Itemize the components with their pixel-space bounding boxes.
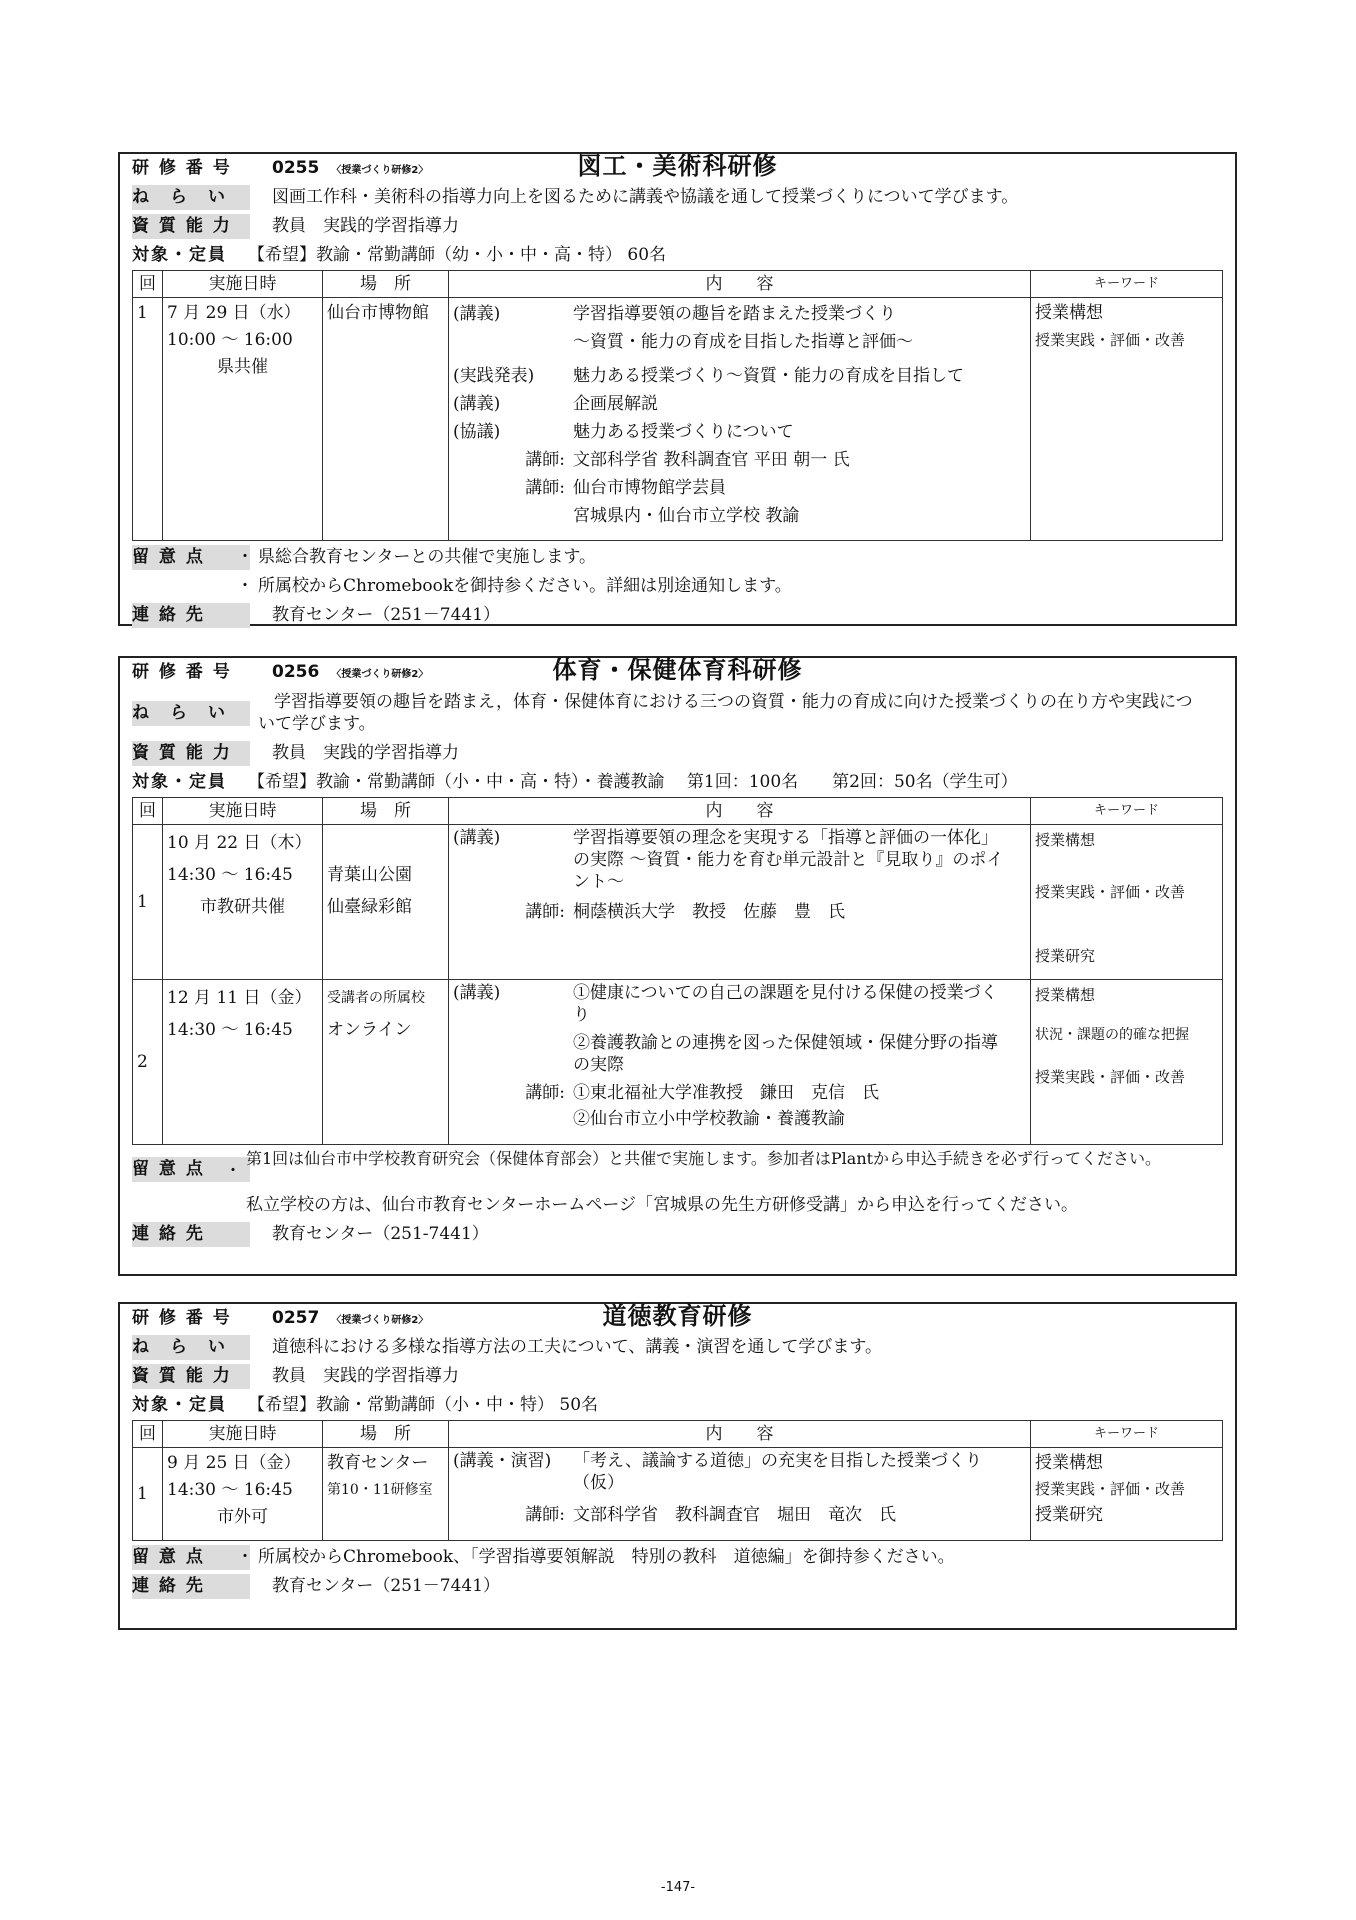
session-time: 14:30 ～ 16:45 <box>167 865 293 885</box>
course-aim: 図画工作科・美術科の指導力向上を図るために講義や協議を通して授業づくりについて学びます。 <box>272 187 1019 207</box>
session-note: 県共催 <box>217 357 268 377</box>
session-date: 10 月 22 日（木） <box>167 833 312 853</box>
keyword: 授業研究 <box>1035 947 1096 965</box>
course-aim: 学習指導要領の趣旨を踏まえ，体育・保健体育における三つの資質・能力の育成に向けた授業づくりの在り方や実践について学びます。 <box>258 692 1193 734</box>
session-place-2: 仙臺緑彩館 <box>327 897 412 917</box>
keyword: 状況・課題の的確な把握 <box>1035 1027 1189 1043</box>
schedule-table <box>132 797 1223 1145</box>
course-ability: 教員 実践的学習指導力 <box>272 216 459 236</box>
course-target: 【希望】教諭・常勤講師（小・中・高・特）・養護教諭 第1回：100名 第2回：50名（学生可） <box>248 772 1018 792</box>
label-ability: 資 質 能 力 <box>132 214 250 239</box>
note-item: 所属校からChromebook、「学習指導要領解説 特別の教科 道徳編」を御持参ください。 <box>258 1547 955 1567</box>
session-date: 12 月 11 日（金） <box>167 988 312 1008</box>
course-ability: 教員 実践的学習指導力 <box>272 1366 459 1386</box>
schedule-header: 回 実施日時 場 所 内 容 キーワード <box>133 1421 1223 1448</box>
keyword: 授業実践・評価・改善 <box>1035 331 1186 349</box>
keyword: 授業実践・評価・改善 <box>1035 1068 1186 1086</box>
session-place: 青葉山公園 <box>327 865 412 885</box>
label-aim: ね ら い <box>132 701 250 726</box>
label-notes: 留 意 点 <box>132 545 250 570</box>
label-aim: ね ら い <box>132 1335 250 1360</box>
session-date: 9 月 25 日（金） <box>167 1453 301 1473</box>
session-time: 14:30 ～ 16:45 <box>167 1480 293 1500</box>
note-item: 私立学校の方は、仙台市教育センターホームページ「宮城県の先生方研修受講」から申込を行ってください。 <box>246 1195 1078 1215</box>
keyword: 授業構想 <box>1035 1453 1103 1473</box>
session-place-2: 第10・11研修室 <box>327 1482 433 1498</box>
note-item: 第1回は仙台市中学校教育研究会（保健体育部会）と共催で実施します。参加者はPlantから申込手続きを必ず行ってください。 <box>246 1149 1162 1168</box>
label-ability: 資 質 能 力 <box>132 1364 250 1389</box>
course-title: 道徳教育研修 <box>602 1302 753 1330</box>
session-date: 7 月 29 日（水） <box>167 303 301 323</box>
label-notes: 留 意 点 <box>132 1545 250 1570</box>
keyword: 授業構想 <box>1035 986 1096 1004</box>
label-contact: 連 絡 先 <box>132 1222 250 1247</box>
course-0255: 研 修 番 号 0255 〈授業づくり研修2〉 図工・美術科研修 ね ら い 図画工作科・美術科の指導力向上を図るために講義や協議を通して授業づくりについて学びます。 資 質 能 力 教員 実践的学習指導力 対象・定員 【希望】教諭・常勤講師（幼・小・中・高・特） 60名 回 実施日時 場 所 内 容 キーワード 1 7 月 29 日（水） 10:00 ～ 16:00 県共催 仙台市博物館 (講義) 学習指導要領の趣旨を踏まえた授業づくり ～資質・能力の育成を目指した指導と評価～ (実践発表) 魅力ある授業づくり～資質・能力の育成を目指して (講義) 企画展解説 (協議) 魅力ある授業づくりについて 講師: 文部科学省 教科調査官 平田 朝一 氏 講師: 仙台市博物館学芸員 宮城県内・仙台市立学校 教諭 授業構想 授業実践・評価・改善 留 意 点 ・ 県総合教育センターとの共催で実施します。 ・ 所属校からChromebookを御持参ください。詳細は別途通知します。 連 絡 先 教育センター（251－7441） <box>118 152 1237 626</box>
label-contact: 連 絡 先 <box>132 603 250 628</box>
contact-value: 教育センター（251-7441） <box>272 1224 489 1244</box>
session-place-2: オンライン <box>327 1020 412 1040</box>
course-number: 0256 <box>272 662 320 682</box>
label-aim: ね ら い <box>132 185 250 210</box>
keyword: 授業実践・評価・改善 <box>1035 883 1186 901</box>
course-target: 【希望】教諭・常勤講師（幼・小・中・高・特） 60名 <box>248 245 667 265</box>
label-contact: 連 絡 先 <box>132 1574 250 1599</box>
session-time: 14:30 ～ 16:45 <box>167 1020 293 1040</box>
session-row: 1 7 月 29 日（水） 10:00 ～ 16:00 県共催 仙台市博物館 (講義) 学習指導要領の趣旨を踏まえた授業づくり ～資質・能力の育成を目指した指導と評価～ (実践発表) 魅力ある授業づくり～資質・能力の育成を目指して (講義) 企画展解説 (協議) 魅力ある授業づくりについて 講師: 文部科学省 教科調査官 平田 朝一 氏 講師: 仙台市博物館学芸員 宮城県内・仙台市立学校 教諭 授業構想 授業実践・評価・改善 <box>133 298 1223 541</box>
course-tag: 〈授業づくり研修2〉 <box>331 165 429 176</box>
session-place: 受講者の所属校 <box>327 990 425 1006</box>
session-row: 2 12 月 11 日（金） 14:30 ～ 16:45 受講者の所属校 オンライン (講義) ①健康についての自己の課題を見付ける保健の授業づくり ②養護教諭との連携を図った保健領域・保健分野の指導の実際 講師: ①東北福祉大学准教授 鎌田 克信 氏 ②仙台市立小中学校教諭・養護教諭 授業構想 状況・課題の的確な把握 授業実践・評価・改善 <box>133 980 1223 1145</box>
course-title: 体育・保健体育科研修 <box>552 656 803 684</box>
label-notes: 留 意 点 <box>132 1157 250 1182</box>
course-title: 図工・美術科研修 <box>577 152 778 180</box>
course-0256: 研 修 番 号 0256 〈授業づくり研修2〉 体育・保健体育科研修 ね ら い 学習指導要領の趣旨を踏まえ，体育・保健体育における三つの資質・能力の育成に向けた授業づくりの在り方や実践について学びます。 資 質 能 力 教員 実践的学習指導力 対象・定員 【希望】教諭・常勤講師（小・中・高・特）・養護教諭 第1回：100名 第2回：50名（学生可） 回 実施日時 場 所 内 容 キーワード 1 10 月 22 日（木） 14:30 ～ 16:45 市教研共催 青葉山公園 仙臺緑彩館 (講義) 学習指導要領の理念を実現する「指導と評価の一体化」の実際 ～資質・能力を育む単元設計と『見取り』のポイント～ 講師: 桐蔭横浜大学 教授 佐藤 豊 氏 授業構想 授業実践・評価・改善 授業研究 2 12 月 11 日（金） 14:30 ～ 16:45 受講者の所属校 オンライン (講義) ①健康についての自己の課題を見付ける保健の授業づくり ②養護教諭との連携を図った保健領域・保健分野の指導の実際 講師: ①東北福祉大学准教授 鎌田 克信 氏 ②仙台市立小中学校教諭・養護教諭 授業構想 状況・課題の的確な把握 授業実践・評価・改善 留 意 点 ・ 第1回は仙台市中学校教育研究会（保健体育部会）と共催で実施します。参加者はPlantから申込手続きを必ず行ってください。 私立学校の方は、仙台市教育センターホームページ「宮城県の先生方研修受講」から申込を行ってください。 連 絡 先 教育センター（251-7441） <box>118 656 1237 1276</box>
session-time: 10:00 ～ 16:00 <box>167 330 293 350</box>
label-number: 研 修 番 号 <box>132 1308 232 1328</box>
contact-value: 教育センター（251－7441） <box>272 605 501 625</box>
course-aim: 道徳科における多様な指導方法の工夫について、講義・演習を通して学びます。 <box>272 1337 882 1357</box>
label-target: 対象・定員 <box>132 1395 227 1415</box>
label-number: 研 修 番 号 <box>132 662 232 682</box>
session-place: 教育センター <box>327 1453 429 1473</box>
label-ability: 資 質 能 力 <box>132 741 250 766</box>
course-number: 0257 <box>272 1308 320 1328</box>
note-item: 県総合教育センターとの共催で実施します。 <box>258 547 596 567</box>
course-tag: 〈授業づくり研修2〉 <box>331 1315 429 1326</box>
schedule-table <box>132 1420 1223 1541</box>
course-0257: 研 修 番 号 0257 〈授業づくり研修2〉 道徳教育研修 ね ら い 道徳科における多様な指導方法の工夫について、講義・演習を通して学びます。 資 質 能 力 教員 実践的学習指導力 対象・定員 【希望】教諭・常勤講師（小・中・特） 50名 回 実施日時 場 所 内 容 キーワード 1 9 月 25 日（金） 14:30 ～ 16:45 市外可 教育センター 第10・11研修室 (講義・演習) 「考え、議論する道徳」の充実を目指した授業づくり（仮） 講師: 文部科学省 教科調査官 堀田 竜次 氏 授業構想 授業実践・評価・改善 授業研究 留 意 点 ・ 所属校からChromebook、「学習指導要領解説 特別の教科 道徳編」を御持参ください。 連 絡 先 教育センター（251－7441） <box>118 1302 1237 1630</box>
schedule-table <box>132 270 1223 541</box>
session-no: 1 <box>133 825 163 980</box>
keyword: 授業構想 <box>1035 831 1096 849</box>
session-row: 1 10 月 22 日（木） 14:30 ～ 16:45 市教研共催 青葉山公園 仙臺緑彩館 (講義) 学習指導要領の理念を実現する「指導と評価の一体化」の実際 ～資質・能力を育む単元設計と『見取り』のポイント～ 講師: 桐蔭横浜大学 教授 佐藤 豊 氏 授業構想 授業実践・評価・改善 授業研究 <box>133 825 1223 980</box>
session-place: 仙台市博物館 <box>323 298 449 541</box>
schedule-header: 回 実施日時 場 所 内 容 キーワード <box>133 271 1223 298</box>
note-item: 所属校からChromebookを御持参ください。詳細は別途通知します。 <box>258 576 792 596</box>
session-row: 1 9 月 25 日（金） 14:30 ～ 16:45 市外可 教育センター 第10・11研修室 (講義・演習) 「考え、議論する道徳」の充実を目指した授業づくり（仮） 講師: 文部科学省 教科調査官 堀田 竜次 氏 授業構想 授業実践・評価・改善 授業研究 <box>133 1448 1223 1541</box>
session-no: 2 <box>133 980 163 1145</box>
keyword: 授業実践・評価・改善 <box>1035 1480 1186 1498</box>
contact-value: 教育センター（251－7441） <box>272 1576 501 1596</box>
session-no: 1 <box>133 1448 163 1541</box>
keyword: 授業研究 <box>1035 1505 1103 1525</box>
course-number: 0255 <box>272 158 320 178</box>
schedule-header: 回 実施日時 場 所 内 容 キーワード <box>133 798 1223 825</box>
keyword: 授業構想 <box>1035 303 1103 323</box>
course-header-row <box>120 154 1235 183</box>
label-target: 対象・定員 <box>132 245 227 265</box>
label-number: 研 修 番 号 <box>132 158 232 178</box>
course-tag: 〈授業づくり研修2〉 <box>331 669 429 680</box>
course-target: 【希望】教諭・常勤講師（小・中・特） 50名 <box>248 1395 599 1415</box>
session-note: 市教研共催 <box>200 897 285 917</box>
page-number: -147- <box>660 1880 696 1895</box>
course-ability: 教員 実践的学習指導力 <box>272 743 459 763</box>
session-note: 市外可 <box>217 1507 268 1527</box>
session-no: 1 <box>133 298 163 541</box>
label-target: 対象・定員 <box>132 772 227 792</box>
